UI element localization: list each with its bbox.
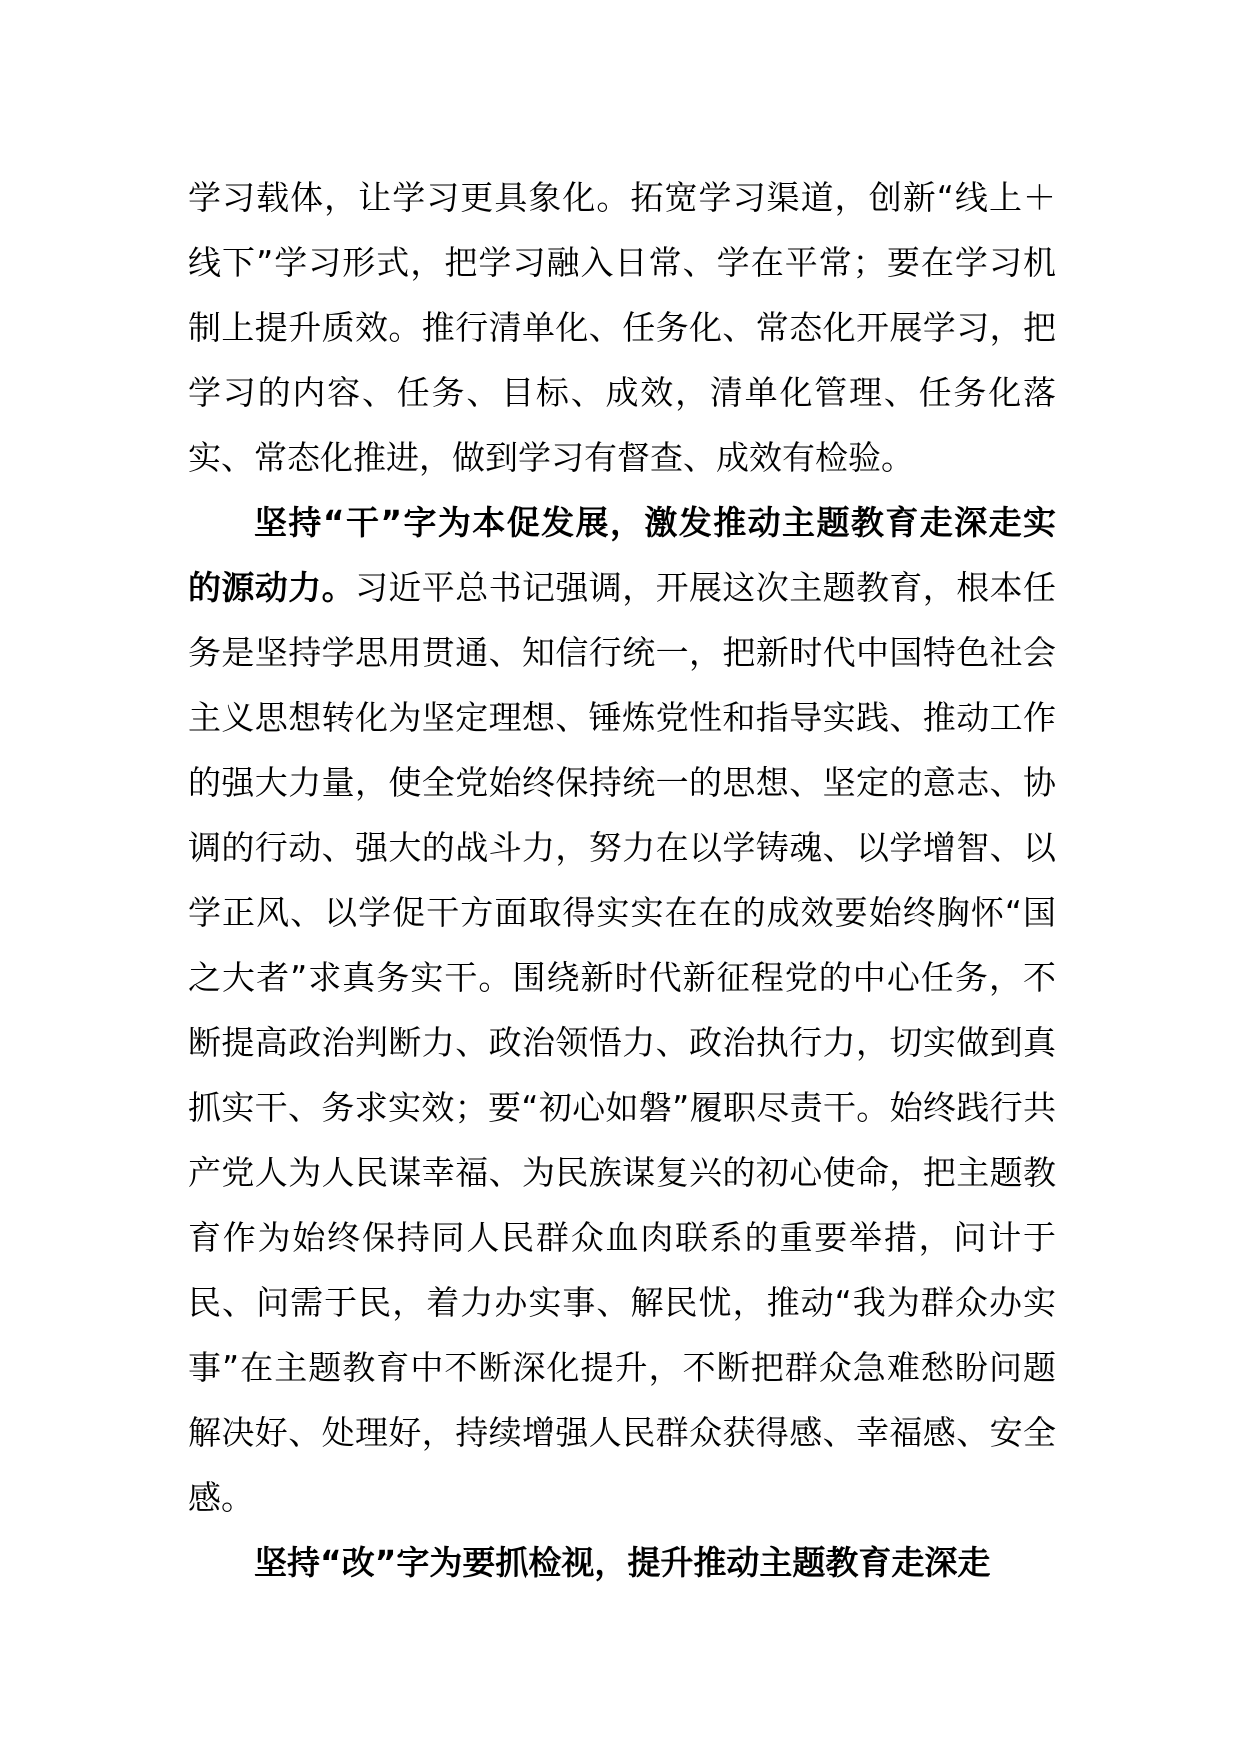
paragraph-1-text: 学习载体，让学习更具象化。拓宽学习渠道，创新“线上＋线下”学习形式，把学习融入日常、学在平常；要在学习机制上提升质效。推行清单化、任务化、常态化开展学习，把学习的内容、任务、目标、成效，清单化管理、任务化落实、常态化推进，做到学习有督查、成效有检验。 [188,178,1056,477]
document-body [188,165,1056,1595]
paragraph-2-lead: 坚持“干”字为本促发展，激发推动主题教育走深走实的源动力。 [188,503,1056,607]
paragraph-1 [188,165,1056,490]
paragraph-2-text: 习近平总书记强调，开展这次主题教育，根本任务是坚持学思用贯通、知信行统一，把新时代中国特色社会主义思想转化为坚定理想、锤炼党性和指导实践、推动工作的强大力量，使全党始终保持统一的思想、坚定的意志、协调的行动、强大的战斗力，努力在以学铸魂、以学增智、以学正风、以学促干方面取得实实在在的成效要始终胸怀“国之大者”求真务实干。围绕新时代新征程党的中心任务，不断提高政治判断力、政治领悟力、政治执行力，切实做到真抓实干、务求实效；要“初心如磐”履职尽责干。始终践行共产党人为人民谋幸福、为民族谋复兴的初心使命，把主题教育作为始终保持同人民群众血肉联系的重要举措，问计于民、问需于民，着力办实事、解民忧，推动“我为群众办实事”在主题教育中不断深化提升，不断把群众急难愁盼问题解决好、处理好，持续增强人民群众获得感、幸福感、安全感。 [188,568,1056,1517]
paragraph-2 [188,490,1056,1530]
paragraph-3 [188,1530,1056,1595]
paragraph-3-lead: 坚持“改”字为要抓检视，提升推动主题教育走深走 [254,1543,991,1582]
